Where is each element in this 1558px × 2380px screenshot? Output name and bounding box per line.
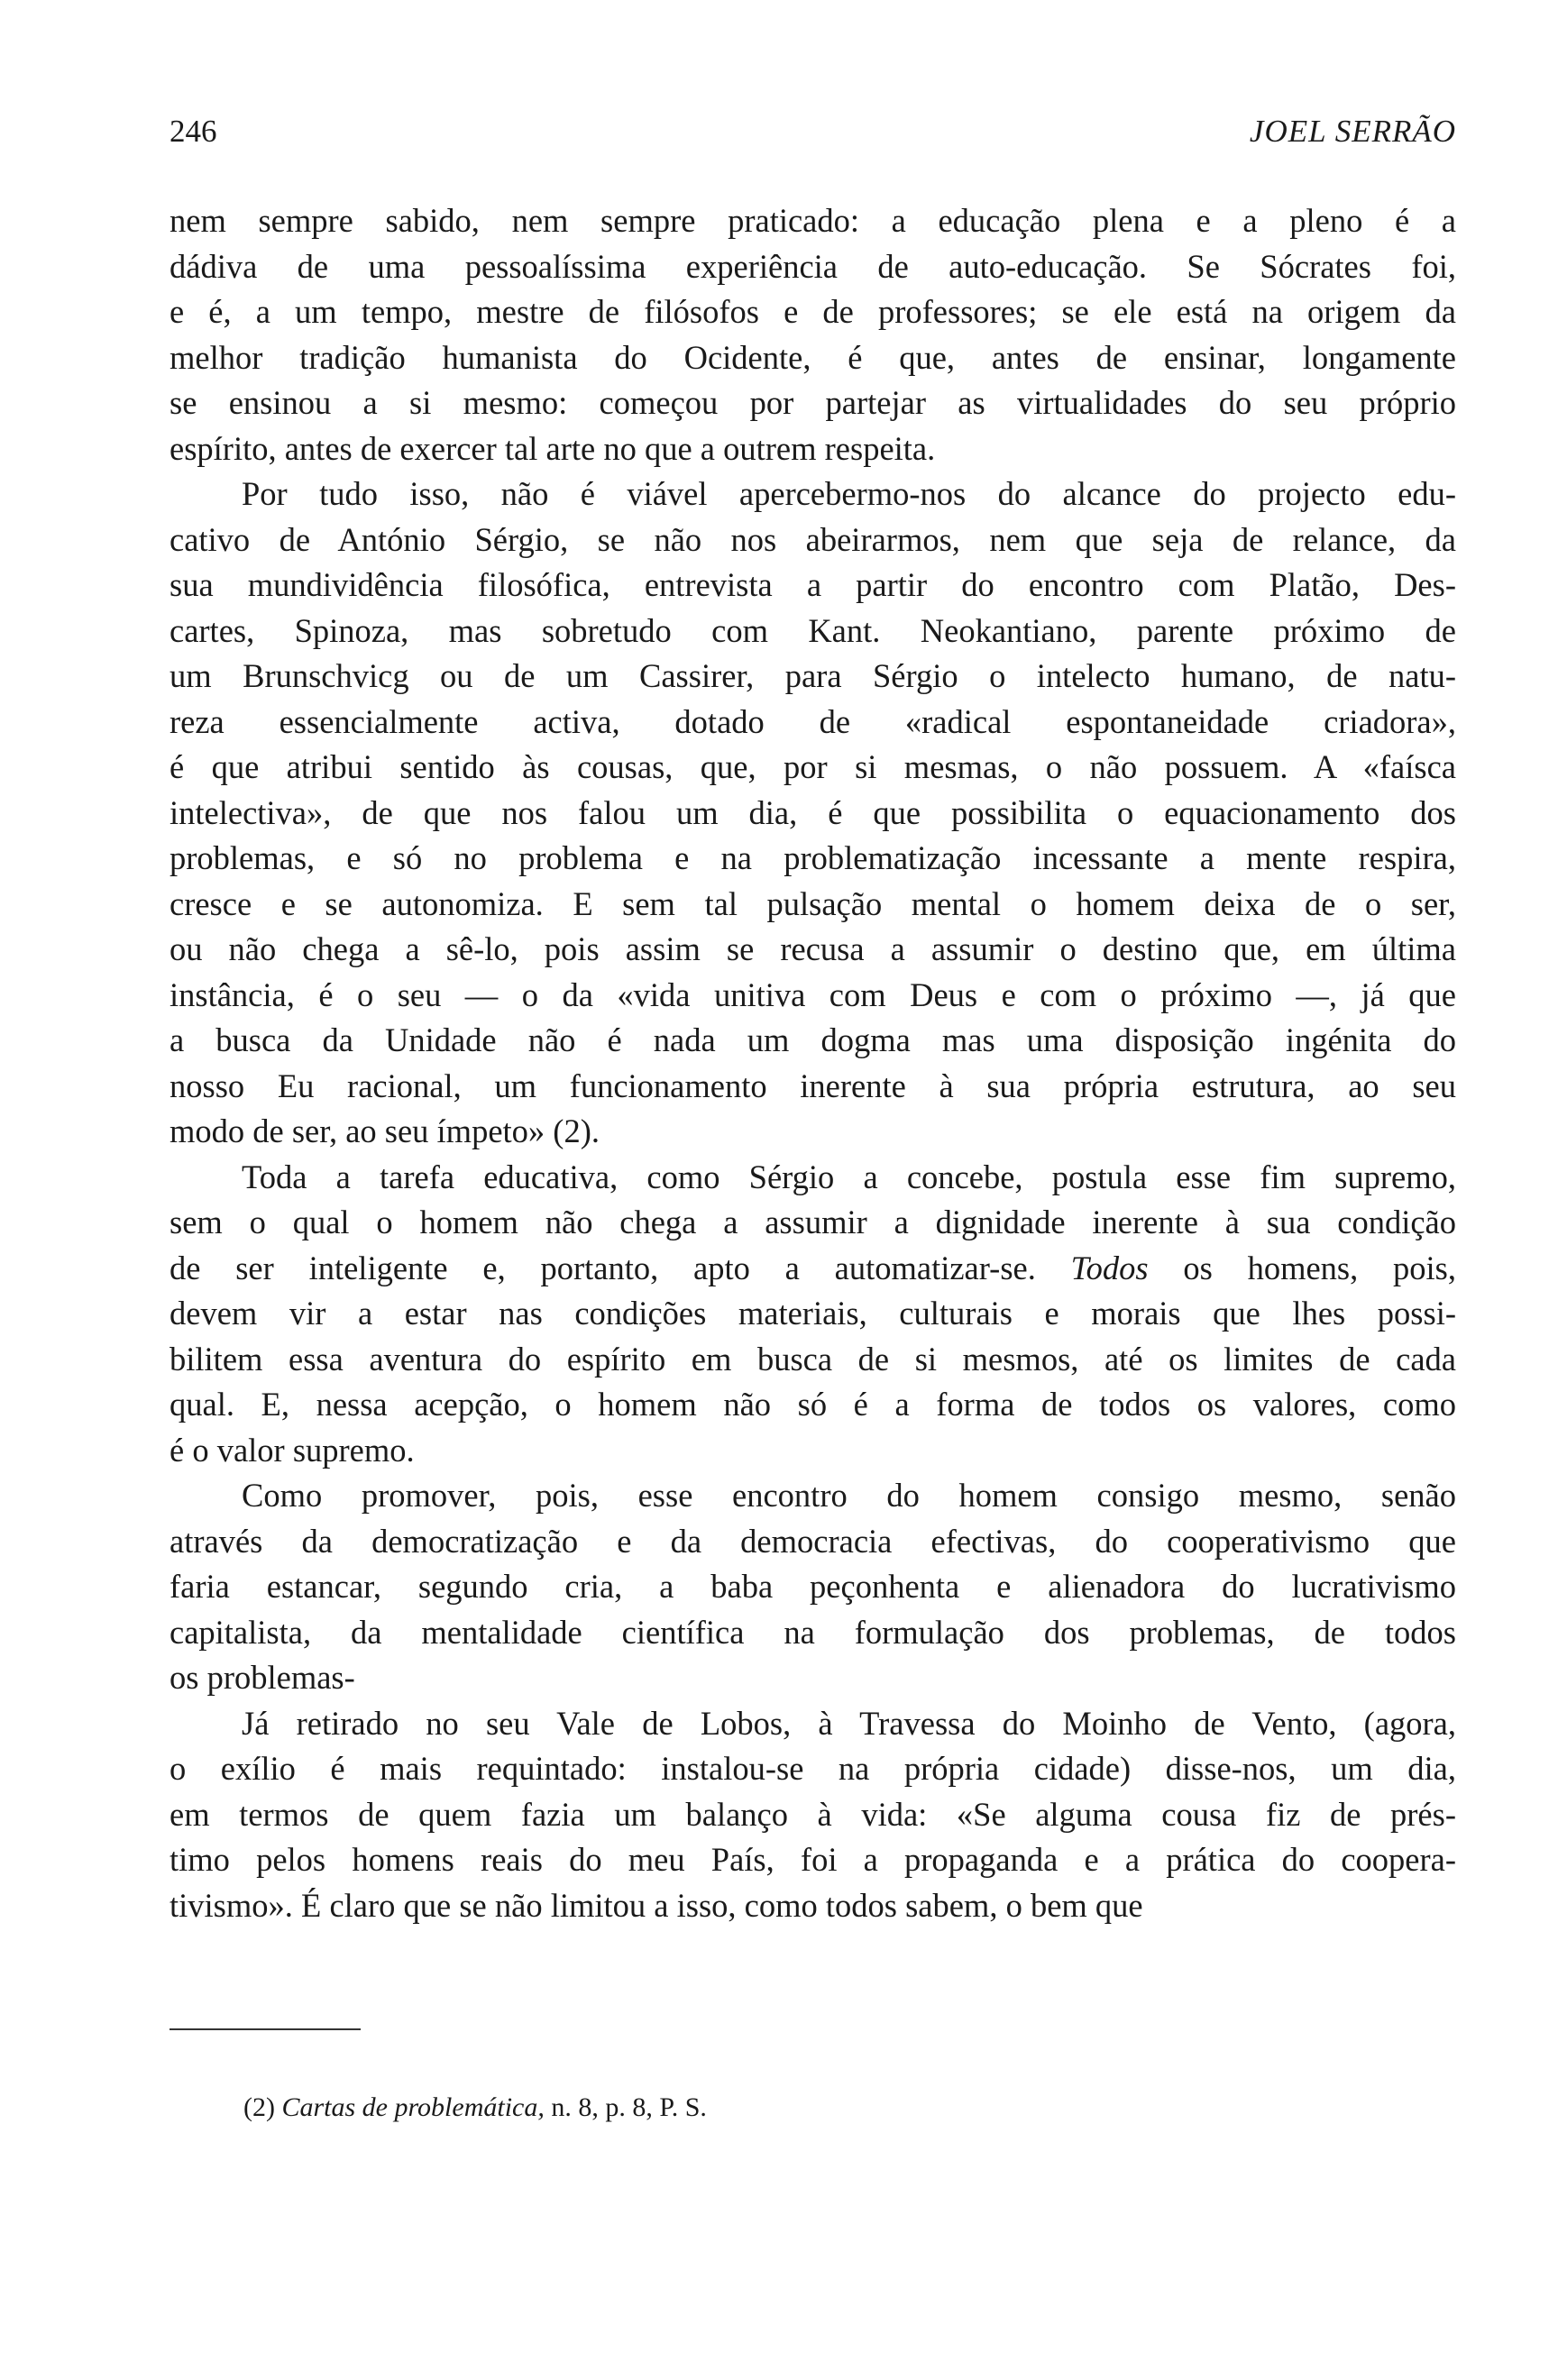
text-line: Toda a tarefa educativa, como Sérgio a concebe, postula esse fim supremo, — [242, 1158, 1456, 1195]
page-header — [170, 114, 1456, 159]
footnote-reference: n. 8, p. 8, P. S. — [544, 2092, 707, 2122]
text-line: timo pelos homens reais do meu País, foi a propaganda e a prática do coopera- — [170, 1841, 1456, 1878]
text-line: Por tudo isso, não é viável apercebermo-nos do alcance do projecto edu- — [242, 475, 1456, 512]
text-line: qual. E, nessa acepção, o homem não só é a forma de todos os valores, como — [170, 1386, 1456, 1423]
text-line: cativo de António Sérgio, se não nos abeirarmos, nem que seja de relance, da — [170, 520, 1456, 558]
text-line: cresce e se autonomiza. E sem tal pulsação mental o homem deixa de o ser, — [170, 884, 1456, 922]
footnote — [243, 2090, 707, 2126]
running-head: JOEL SERRÃO — [1249, 114, 1456, 149]
text-line: a busca da Unidade não é nada um dogma mas uma disposição ingénita do — [170, 1021, 1456, 1058]
text-line: Como promover, pois, esse encontro do homem consigo mesmo, senão — [242, 1477, 1456, 1514]
text-line: de ser inteligente e, portanto, apto a automatizar-se. Todos os homens, pois, — [170, 1249, 1456, 1286]
text-line: intelectiva», de que nos falou um dia, é que possibilita o equacionamento dos — [170, 793, 1456, 831]
page-number: 246 — [170, 114, 217, 149]
text-line: através da democratização e da democracia efectivas, do cooperativismo que — [170, 1522, 1456, 1560]
text-line: e é, a um tempo, mestre de filósofos e de professores; se ele está na origem da — [170, 293, 1456, 330]
text-line: devem vir a estar nas condições materiais, culturais e morais que lhes possi- — [170, 1295, 1456, 1332]
text-line: problemas, e só no problema e na problematização incessante a mente respira, — [170, 839, 1456, 876]
footnote-marker: (2) — [243, 2092, 275, 2122]
text-line: em termos de quem fazia um balanço à vida: «Se alguma cousa fiz de prés- — [170, 1795, 1456, 1833]
text-line: um Brunschvicg ou de um Cassirer, para Sérgio o intelecto humano, de natu- — [170, 657, 1456, 694]
text-line: o exílio é mais requintado: instalou-se na própria cidade) disse-nos, um dia, — [170, 1750, 1456, 1787]
text-line: espírito, antes de exercer tal arte no que a outrem respeita. — [170, 429, 936, 467]
text-line: nem sempre sabido, nem sempre praticado: a educação plena e a pleno é a — [170, 202, 1456, 239]
text-line: melhor tradição humanista do Ocidente, é que, antes de ensinar, longamente — [170, 338, 1456, 376]
text-line: sem o qual o homem não chega a assumir a dignidade inerente à sua condição — [170, 1204, 1456, 1240]
text-line: capitalista, da mentalidade científica na formulação dos problemas, de todos — [170, 1613, 1456, 1651]
text-line: modo de ser, ao seu ímpeto» (2). — [170, 1112, 600, 1149]
text-line: dádiva de uma pessoalíssima experiência de auto-educação. Se Sócrates foi, — [170, 247, 1456, 285]
text-line: nosso Eu racional, um funcionamento inerente à sua própria estrutura, ao seu — [170, 1066, 1456, 1104]
paragraph — [170, 471, 1456, 1155]
body-text — [170, 198, 1456, 1928]
text-line: sua mundividência filosófica, entrevista a partir do encontro com Platão, Des- — [170, 566, 1456, 603]
paragraph — [170, 1155, 1456, 1474]
text-line: se ensinou a si mesmo: começou por partejar as virtualidades do seu próprio — [170, 384, 1456, 421]
text-line: bilitem essa aventura do espírito em busca de si mesmos, até os limites de cada — [170, 1340, 1456, 1378]
text-line: faria estancar, segundo cria, a baba peçonhenta e alienadora do lucrativismo — [170, 1568, 1456, 1605]
text-line: ou não chega a sê-lo, pois assim se recusa a assumir o destino que, em última — [170, 930, 1456, 967]
text-line: é o valor supremo. — [170, 1431, 415, 1469]
text-line: cartes, Spinoza, mas sobretudo com Kant. Neokantiano, parente próximo de — [170, 611, 1456, 649]
footnote-rule — [170, 2028, 361, 2030]
text-line: é que atribui sentido às cousas, que, por si mesmas, o não possuem. A «faísca — [170, 748, 1456, 785]
text-line: os problemas- — [170, 1659, 355, 1696]
paragraph — [170, 1701, 1456, 1929]
paragraph — [170, 198, 1456, 471]
text-line: tivismo». É claro que se não limitou a isso, como todos sabem, o bem que — [170, 1886, 1143, 1924]
text-line: Já retirado no seu Vale de Lobos, à Travessa do Moinho de Vento, (agora, — [242, 1704, 1456, 1742]
emphasis: Todos — [1070, 1249, 1149, 1286]
paragraph — [170, 1473, 1456, 1701]
text-line: reza essencialmente activa, dotado de «radical espontaneidade criadora», — [170, 702, 1456, 740]
footnote-source-title: Cartas de problemática, — [281, 2092, 545, 2122]
text-line: instância, é o seu — o da «vida unitiva com Deus e com o próximo —, já que — [170, 975, 1456, 1013]
